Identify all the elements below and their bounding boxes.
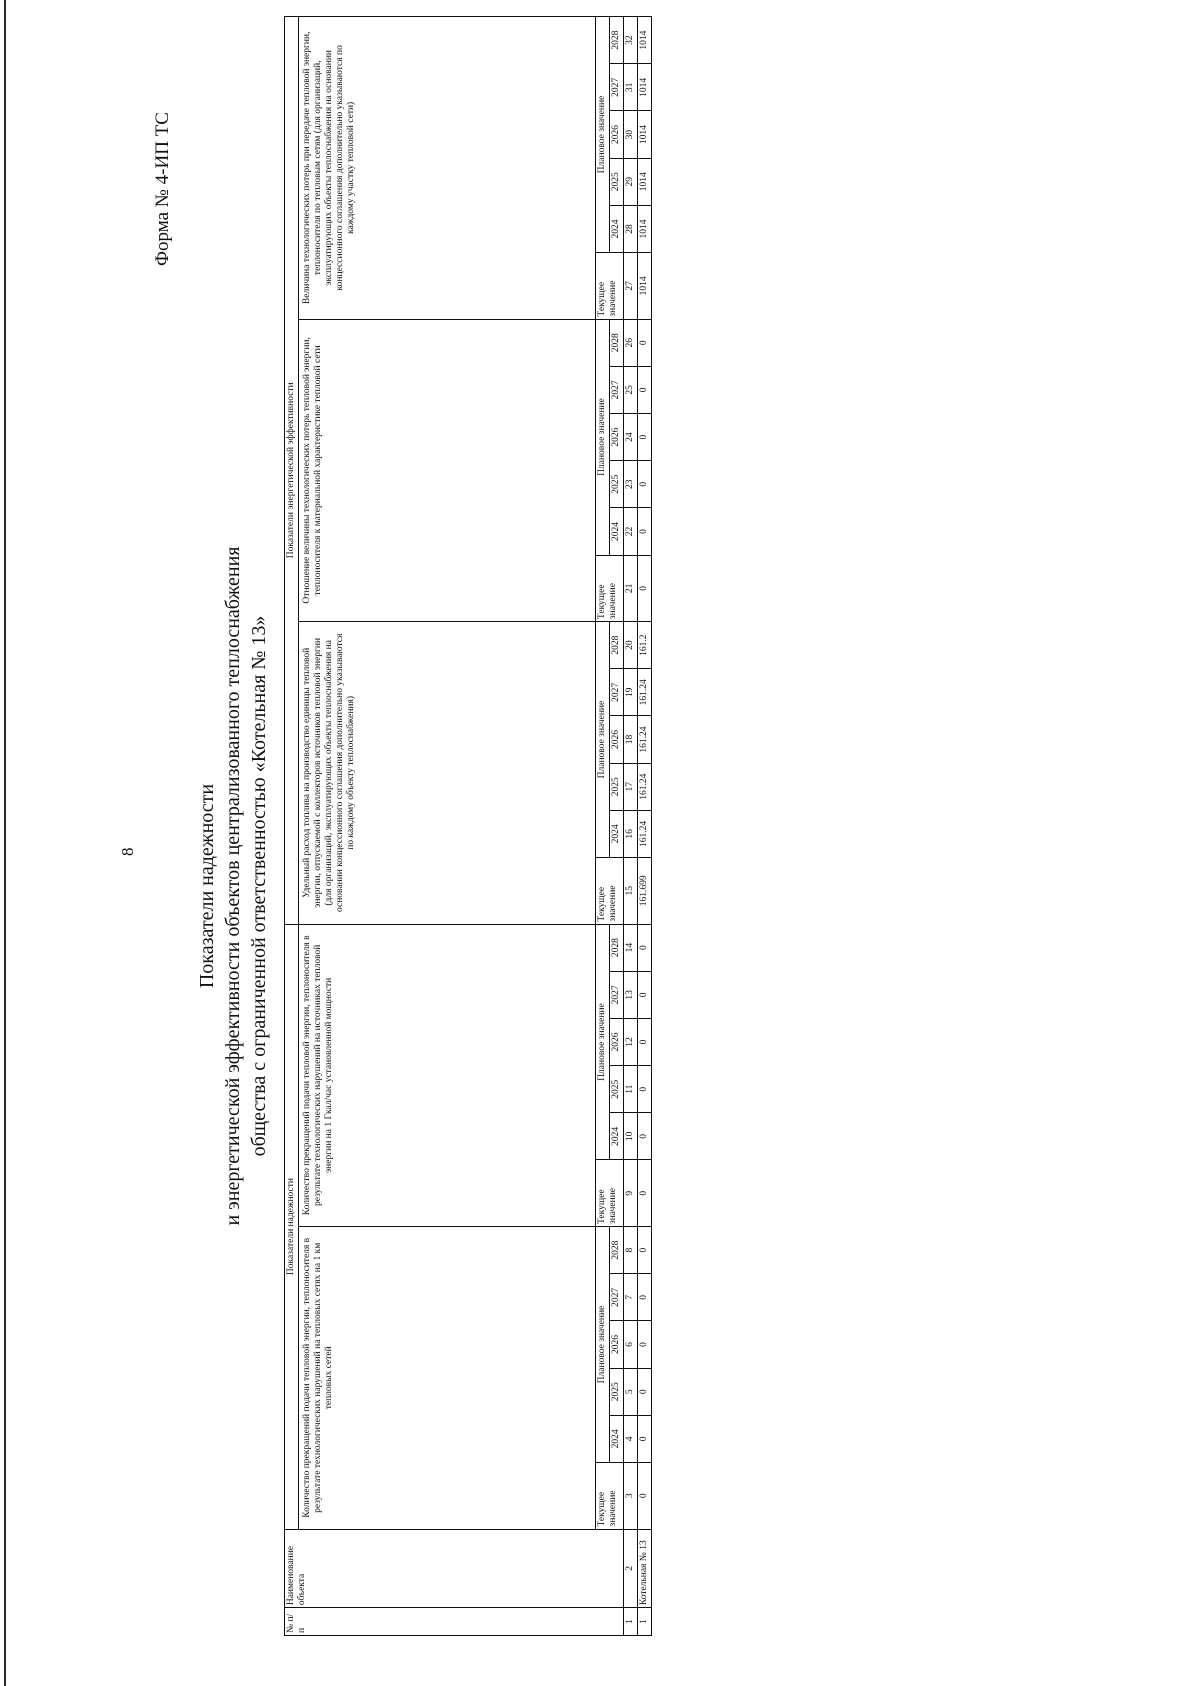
year-header: 2026 (609, 413, 623, 460)
value-cell: 0 (637, 1321, 651, 1368)
year-header: 2027 (609, 366, 623, 413)
year-header: 2024 (609, 810, 623, 857)
column-number: 25 (623, 366, 637, 413)
value-cell: 0 (637, 319, 651, 366)
value-cell: 0 (637, 1462, 651, 1529)
column-number: 6 (623, 1321, 637, 1368)
value-cell: 161.24 (637, 669, 651, 716)
value-cell: 1014 (637, 17, 651, 64)
value-cell: 1014 (637, 111, 651, 158)
year-header: 2026 (609, 1018, 623, 1065)
column-number: 8 (623, 1227, 637, 1274)
num-header: № п/п (285, 1608, 624, 1636)
column-number: 21 (623, 555, 637, 622)
column-number: 1 (623, 1608, 637, 1636)
value-cell: 0 (637, 1415, 651, 1462)
indicator-description-2: Количество прекращений подачи тепловой энергии, теплоносителя в результате технологических нарушений на источниках тепловой энергии на 1 Гкал/час установленной мощности (298, 924, 595, 1226)
year-header: 2026 (609, 111, 623, 158)
year-header: 2024 (609, 508, 623, 555)
year-header: 2025 (609, 1368, 623, 1415)
value-cell: 0 (637, 1227, 651, 1274)
value-cell: 161.24 (637, 763, 651, 810)
year-header: 2026 (609, 716, 623, 763)
planned-value-header: Плановое значение (595, 319, 609, 555)
value-cell: 0 (637, 1160, 651, 1227)
value-cell: 161.699 (637, 858, 651, 925)
column-number: 9 (623, 1160, 637, 1227)
value-cell: 1014 (637, 253, 651, 320)
column-number: 17 (623, 763, 637, 810)
value-cell: 0 (637, 366, 651, 413)
current-value-header: Текущее значение (595, 555, 623, 622)
year-header: 2025 (609, 461, 623, 508)
column-number: 27 (623, 253, 637, 320)
column-number: 26 (623, 319, 637, 366)
planned-value-header: Плановое значение (595, 17, 609, 253)
indicator-description-4: Отношение величины технологических потерь тепловой энергии, теплоносителя к материальной характеристике тепловой сети (298, 319, 595, 621)
column-number: 22 (623, 508, 637, 555)
year-header: 2028 (609, 924, 623, 971)
year-header: 2025 (609, 158, 623, 205)
value-cell: 0 (637, 1368, 651, 1415)
title-line-1: Показатели надежности (196, 783, 218, 989)
current-value-header: Текущее значение (595, 1160, 623, 1227)
row-name: Котельная № 13 (637, 1529, 651, 1608)
column-number: 5 (623, 1368, 637, 1415)
column-number: 20 (623, 622, 637, 669)
title-line-3: общества с ограниченной ответственностью «Котельная № 13» (248, 615, 270, 1157)
column-number: 7 (623, 1274, 637, 1321)
year-header: 2027 (609, 971, 623, 1018)
planned-value-header: Плановое значение (595, 924, 609, 1160)
column-number: 15 (623, 858, 637, 925)
column-number: 24 (623, 413, 637, 460)
year-header: 2026 (609, 1321, 623, 1368)
name-header: Наименование объекта (285, 1529, 624, 1608)
value-cell: 0 (637, 461, 651, 508)
indicator-description-3: Удельный расход топлива на производство единицы тепловой энергии, отпускаемой с коллекторов источников тепловой энергии (для организаций, эксплуатирующих объекты теплоснабжения на основании концессионного соглашения дополнительно указываются по каждому объекту теплоснабжения) (298, 622, 595, 924)
column-number: 10 (623, 1113, 637, 1160)
title-line-2: и энергетической эффективности объектов централизованного теплоснабжения (222, 546, 244, 1226)
value-cell: 161.2 (637, 622, 651, 669)
value-cell: 161.24 (637, 716, 651, 763)
column-number: 28 (623, 205, 637, 252)
column-number: 32 (623, 17, 637, 64)
value-cell: 1014 (637, 205, 651, 252)
page-number: 8 (118, 847, 137, 856)
indicator-description-5: Величина технологических потерь при передаче тепловой энергии, теплоносителя по тепловым сетям (для организаций, эксплуатирующих объекты теплоснабжения на основании концессионного соглашения дополнительно указываются по каждому участку тепловой сети) (298, 17, 595, 320)
column-number: 11 (623, 1066, 637, 1113)
value-cell: 0 (637, 1113, 651, 1160)
value-cell: 0 (637, 924, 651, 971)
value-cell: 1014 (637, 158, 651, 205)
value-cell: 0 (637, 508, 651, 555)
planned-value-header: Плановое значение (595, 622, 609, 858)
year-header: 2024 (609, 205, 623, 252)
value-cell: 0 (637, 1066, 651, 1113)
current-value-header: Текущее значение (595, 253, 623, 320)
row-num: 1 (637, 1608, 651, 1636)
column-number: 30 (623, 111, 637, 158)
year-header: 2028 (609, 622, 623, 669)
indicator-description-1: Количество прекращений подачи тепловой энергии, теплоносителя в результате технологических нарушений на тепловых сетях на 1 км тепловых сетей (298, 1227, 595, 1529)
efficiency-group-header: Показатели энергетической эффективности (285, 17, 299, 925)
value-cell: 0 (637, 1018, 651, 1065)
column-number: 3 (623, 1462, 637, 1529)
year-header: 2025 (609, 763, 623, 810)
year-header: 2027 (609, 1274, 623, 1321)
column-number: 19 (623, 669, 637, 716)
year-header: 2028 (609, 1227, 623, 1274)
value-cell: 0 (637, 971, 651, 1018)
column-number: 14 (623, 924, 637, 971)
column-number: 31 (623, 64, 637, 111)
year-header: 2027 (609, 64, 623, 111)
value-cell: 0 (637, 555, 651, 622)
value-cell: 0 (637, 413, 651, 460)
year-header: 2024 (609, 1113, 623, 1160)
value-cell: 161.24 (637, 810, 651, 857)
column-number: 16 (623, 810, 637, 857)
year-header: 2025 (609, 1066, 623, 1113)
column-number: 13 (623, 971, 637, 1018)
value-cell: 1014 (637, 64, 651, 111)
reliability-group-header: Показатели надежности (285, 924, 299, 1529)
column-number: 18 (623, 716, 637, 763)
year-header: 2028 (609, 319, 623, 366)
current-value-header: Текущее значение (595, 858, 623, 925)
indicators-table (284, 16, 652, 1636)
column-number: 12 (623, 1018, 637, 1065)
year-header: 2027 (609, 669, 623, 716)
column-number: 29 (623, 158, 637, 205)
value-cell: 0 (637, 1274, 651, 1321)
planned-value-header: Плановое значение (595, 1227, 609, 1463)
form-number: Форма № 4-ИП ТС (152, 112, 173, 266)
current-value-header: Текущее значение (595, 1462, 623, 1529)
column-number: 4 (623, 1415, 637, 1462)
column-number: 2 (623, 1529, 637, 1608)
column-number: 23 (623, 461, 637, 508)
year-header: 2028 (609, 17, 623, 64)
year-header: 2024 (609, 1415, 623, 1462)
